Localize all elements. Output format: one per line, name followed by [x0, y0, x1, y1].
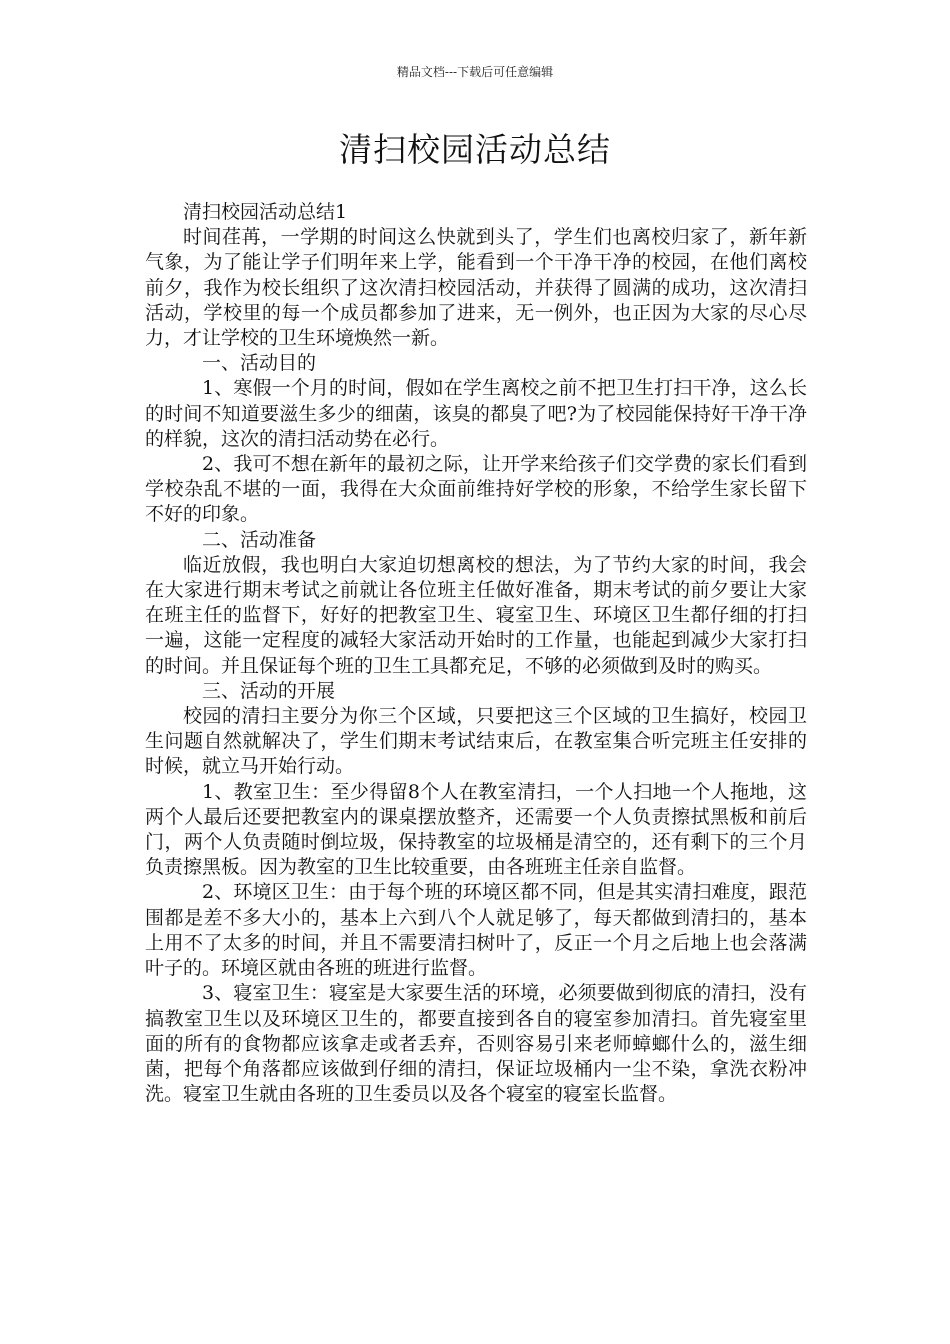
purpose-item-1: 1、寒假一个月的时间，假如在学生离校之前不把卫生打扫干净，这么长的时间不知道要滋生多少的细菌，该臭的都臭了吧?为了校园能保持好干净干净的样貌，这次的清扫活动势在必行。: [145, 377, 807, 450]
section-heading-preparation: 二、活动准备: [202, 528, 317, 551]
activity-item-classroom: 1、教室卫生：至少得留8个人在教室清扫，一个人扫地一个人拖地，这两个人最后还要把教室内的课桌摆放整齐，还需要一个人负责擦拭黑板和前后门，两个人负责随时倒垃圾，保持教室的垃圾桶是清空的，还有剩下的三个月负责擦黑板。因为教室的卫生比较重要，由各班班主任亲自监督。: [145, 780, 807, 879]
activity-item-dormitory: 3、寝室卫生：寝室是大家要生活的环境，必须要做到彻底的清扫，没有搞教室卫生以及环境区卫生的，都要直接到各自的寝室参加清扫。首先寝室里面的所有的食物都应该拿走或者丢弃，否则容易引来老师蟑螂什么的，滋生细菌，把每个角落都应该做到仔细的清扫，保证垃圾桶内一尘不染，拿洗衣粉冲洗。寝室卫生就由各班的卫生委员以及各个寝室的寝室长监督。: [145, 982, 807, 1106]
section-heading-purpose: 一、活动目的: [202, 352, 317, 375]
page-header: 精品文档---下载后可任意编辑: [396, 65, 554, 79]
section-heading-activity: 三、活动的开展: [202, 679, 336, 702]
section-subtitle: 清扫校园活动总结1: [183, 201, 348, 223]
intro-paragraph: 时间荏苒，一学期的时间这么快就到头了，学生们也离校归家了，新年新气象，为了能让学子们明年来上学，能看到一个干净干净的校园，在他们离校前夕，我作为校长组织了这次清扫校园活动，并获得了圆满的成功，这次清扫活动，学校里的每一个成员都参加了进来，无一例外，也正因为大家的尽心尽力，才让学校的卫生环境焕然一新。: [145, 226, 807, 350]
document-body: [145, 200, 807, 1107]
activity-paragraph: 校园的清扫主要分为你三个区域，只要把这三个区域的卫生搞好，校园卫生问题自然就解决了，学生们期末考试结束后，在教室集合听完班主任安排的时候，就立马开始行动。: [145, 705, 807, 778]
activity-item-environment: 2、环境区卫生：由于每个班的环境区都不同，但是其实清扫难度，跟范围都是差不多大小的，基本上六到八个人就足够了，每天都做到清扫的，基本上用不了太多的时间，并且不需要清扫树叶了，反正一个月之后地上也会落满叶子的。环境区就由各班的班进行监督。: [145, 881, 807, 980]
purpose-item-2: 2、我可不想在新年的最初之际，让开学来给孩子们交学费的家长们看到学校杂乱不堪的一面，我得在大众面前维持好学校的形象，不给学生家长留下不好的印象。: [145, 453, 807, 526]
preparation-paragraph: 临近放假，我也明白大家迫切想离校的想法，为了节约大家的时间，我会在大家进行期末考试之前就让各位班主任做好准备，期末考试的前夕要让大家在班主任的监督下，好好的把教室卫生、寝室卫生、环境区卫生都仔细的打扫一遍，这能一定程度的减轻大家活动开始时的工作量，也能起到减少大家打扫的时间。并且保证每个班的卫生工具都充足，不够的必须做到及时的购买。: [145, 553, 807, 677]
document-title: 清扫校园活动总结: [339, 130, 611, 169]
